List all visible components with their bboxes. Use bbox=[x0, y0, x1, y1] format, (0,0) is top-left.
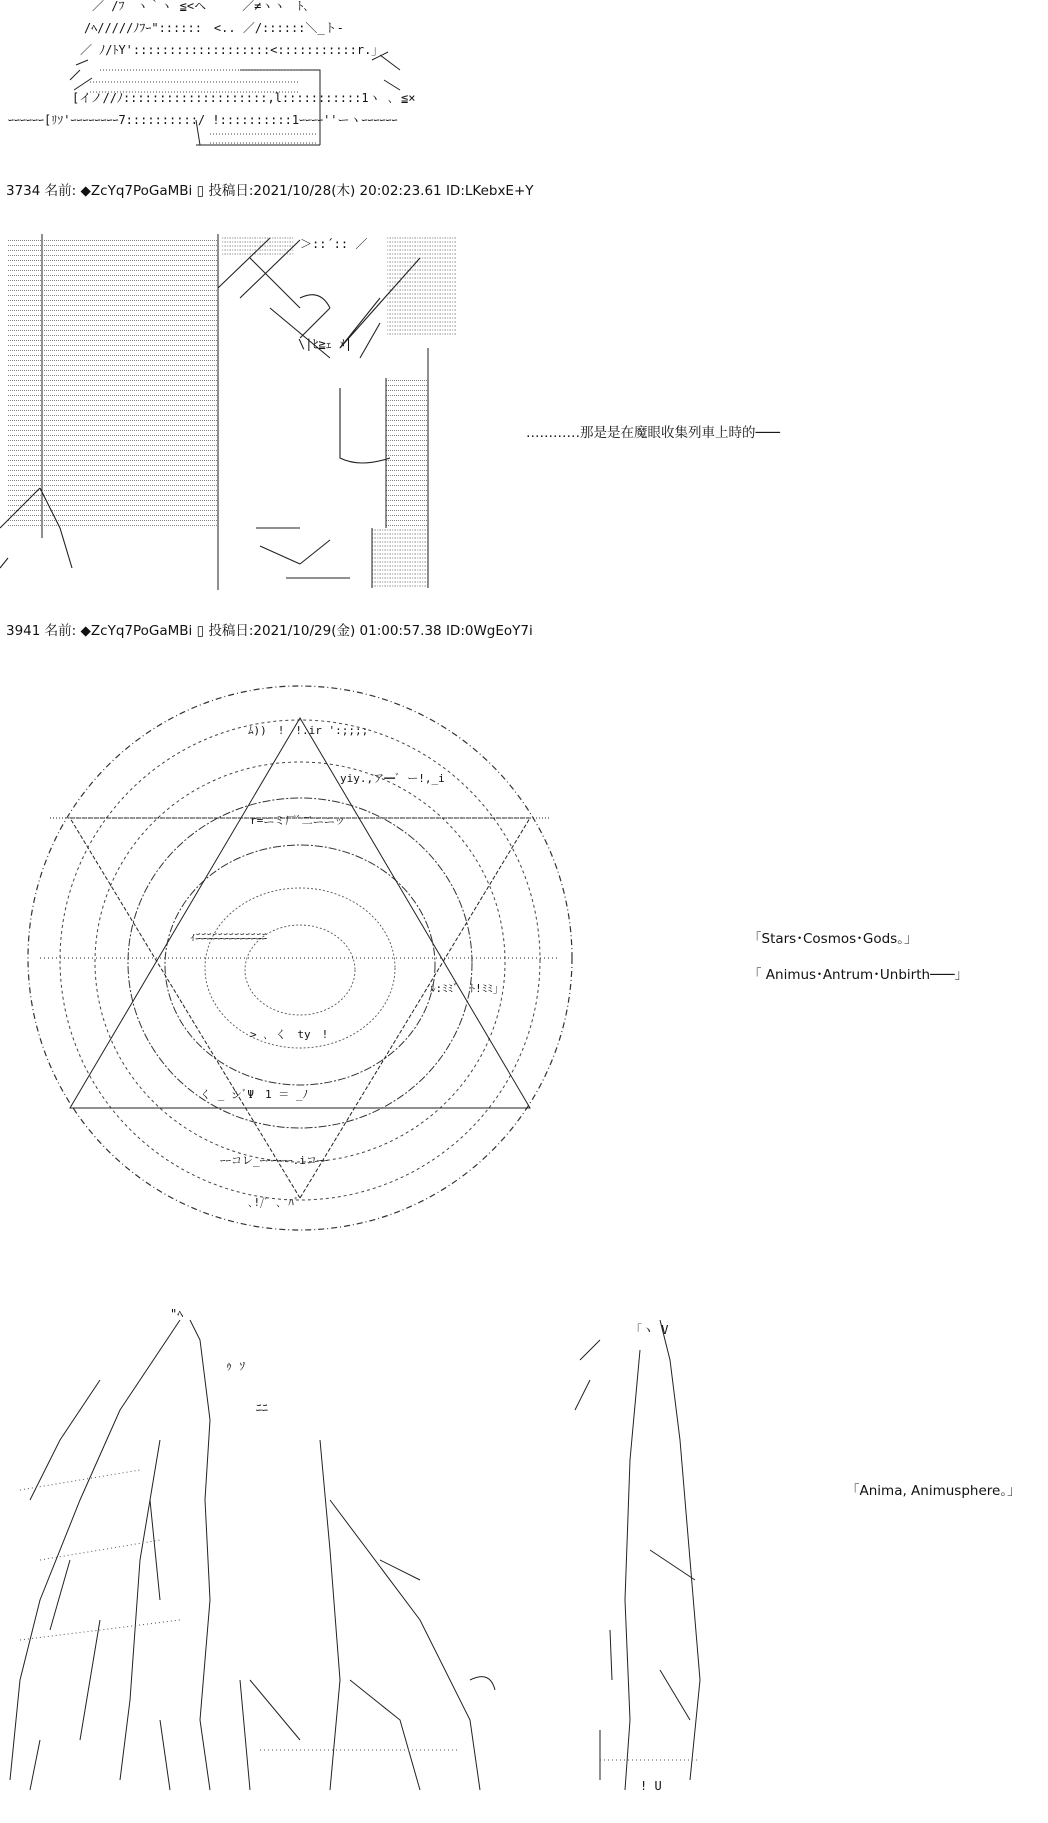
post-id: ID:LKebxE+Y bbox=[445, 183, 534, 199]
post-date: 2021/10/29(金) 01:00:57.38 bbox=[253, 623, 442, 639]
art-line: \|ﾋ≧ｪ ﾒ| bbox=[298, 337, 353, 351]
art-line: ｢ヽ V bbox=[636, 1323, 669, 1337]
caption: 「 Animus･Antrum･Unbirth───」 bbox=[748, 967, 968, 983]
ascii-art-top bbox=[0, 0, 560, 150]
art-line: ﾆﾆ bbox=[256, 1401, 269, 1415]
date-label: 投稿日: bbox=[208, 183, 254, 199]
art-line: ､!/ﾞ ､ ﾊﾞ bbox=[248, 1196, 300, 1209]
poster-trip: ◆ZcYq7PoGaMBi bbox=[80, 183, 193, 199]
ascii-art-figures bbox=[0, 1300, 720, 1800]
caption: …………那是是在魔眼收集列車上時的─── bbox=[526, 425, 780, 441]
art-line: yiy.,ア━ﾞ ー!,_i bbox=[340, 772, 445, 785]
placeholder-glyph: ▯ bbox=[196, 623, 205, 639]
ascii-art-window-figure bbox=[0, 228, 480, 590]
art-line: ! U bbox=[640, 1779, 662, 1793]
art-line: /ﾍ/////ﾉﾌｰ":::::: <.. ／/::::::＼_ト- bbox=[84, 21, 344, 35]
art-line: ／ ﾉ/ﾄY':::::::::::::::::::<:::::::::::r.」 bbox=[80, 43, 384, 57]
art-line: [イノ//ﾉ::::::::::::::::::::,l:::::::::::1ヽ ､ ≦× bbox=[72, 91, 416, 105]
name-label: 名前: bbox=[44, 623, 77, 639]
art-line: ＞::´:: ／ bbox=[300, 237, 368, 251]
ascii-art-magic-circle bbox=[10, 678, 590, 1238]
name-label: 名前: bbox=[44, 183, 77, 199]
post-id: ID:0WgEoY7i bbox=[445, 623, 533, 639]
caption: 「Anima, Animusphere。」 bbox=[846, 1483, 1021, 1499]
art-line: "ﾍ bbox=[170, 1307, 184, 1321]
art-line: r=ニミ厂ﾞ二ニニッ bbox=[250, 814, 346, 827]
post-number: 3734 bbox=[6, 183, 41, 199]
poster-trip: ◆ZcYq7PoGaMBi bbox=[80, 623, 193, 639]
placeholder-glyph: ▯ bbox=[196, 183, 205, 199]
post-header bbox=[6, 622, 533, 640]
art-line: く _ シﾞΨ 1 ＝ _ﾉ bbox=[200, 1088, 308, 1101]
art-line: ｰｰコレ_ｰｰｰｰｰｰ.iコｰｰ bbox=[220, 1154, 328, 1167]
art-line: > ､ く ty ! bbox=[250, 1028, 329, 1041]
post-header bbox=[6, 182, 534, 200]
art-line: ｩ ｿ bbox=[226, 1359, 246, 1373]
post-date: 2021/10/28(木) 20:02:23.61 bbox=[253, 183, 442, 199]
art-line: ﾙ:ﾐﾐﾞ ﾄ!ﾐﾐ」 bbox=[430, 982, 504, 995]
art-line: ／ /ﾌ ヽ｀ヽ ≦<ヘ ／≠ヽヽ ﾄ､ bbox=[92, 0, 310, 13]
art-line: ｨﾆﾆﾆﾆﾆﾆﾆﾆﾆﾆﾆﾆﾆ bbox=[190, 930, 267, 943]
caption: 「Stars･Cosmos･Gods。」 bbox=[748, 931, 918, 947]
date-label: 投稿日: bbox=[208, 623, 254, 639]
art-line: ｰｰｰｰｰｰ[ﾘｿ'ｰｰｰｰｰｰｰｰ7::::::::::/ !::::::::::1ｰｰｰｰ''ーヽｰｰｰｰｰｰ bbox=[8, 113, 398, 127]
art-line: ﾑ)) ! !.ir ':;;;; bbox=[248, 724, 369, 737]
post-number: 3941 bbox=[6, 623, 41, 639]
